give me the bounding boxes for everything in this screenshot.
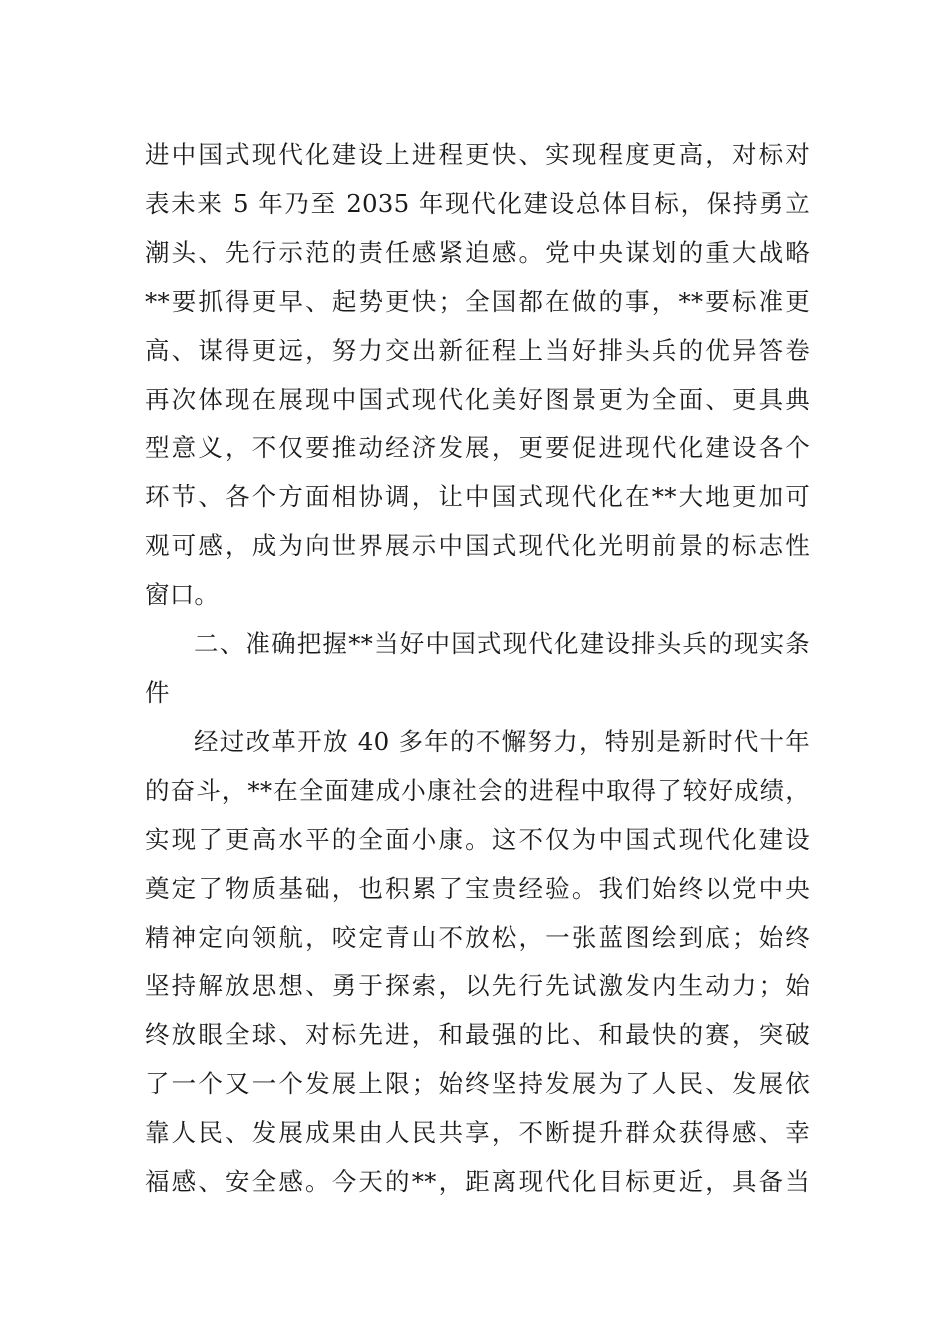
text-line: 型意义，不仅要推动经济发展，更要促进现代化建设各个 bbox=[145, 433, 810, 463]
heading-line: 件 bbox=[145, 677, 170, 707]
text-line: 表未来 5 年乃至 2035 年现代化建设总体目标，保持勇立 bbox=[145, 188, 810, 218]
text-line: 进中国式现代化建设上进程更快、实现程度更高，对标对 bbox=[145, 140, 810, 169]
text-line: 环节、各个方面相协调，让中国式现代化在**大地更加可 bbox=[145, 482, 810, 512]
text-line: 坚持解放思想、勇于探索，以先行先试激发内生动力；始 bbox=[145, 971, 810, 1001]
text-line: 的奋斗，**在全面建成小康社会的进程中取得了较好成绩， bbox=[145, 775, 810, 805]
text-line: 再次体现在展现中国式现代化美好图景更为全面、更具典 bbox=[145, 384, 810, 414]
text-line: 精神定向领航，咬定青山不放松，一张蓝图绘到底；始终 bbox=[145, 922, 810, 952]
text-line: 福感、安全感。今天的**，距离现代化目标更近，具备当 bbox=[145, 1167, 810, 1197]
text-line: 潮头、先行示范的责任感紧迫感。党中央谋划的重大战略 bbox=[145, 237, 810, 267]
section-heading-2 bbox=[145, 620, 810, 718]
text-line: 观可感，成为向世界展示中国式现代化光明前景的标志性 bbox=[145, 531, 810, 561]
text-line: 经过改革开放 40 多年的不懈努力，特别是新时代十年 bbox=[194, 726, 810, 756]
text-line: **要抓得更早、起势更快；全国都在做的事，**要标准更 bbox=[145, 286, 810, 316]
text-line: 窗口。 bbox=[145, 580, 220, 610]
text-line: 奠定了物质基础，也积累了宝贵经验。我们始终以党中央 bbox=[145, 873, 810, 903]
text-line: 高、谋得更远，努力交出新征程上当好排头兵的优异答卷 bbox=[145, 335, 810, 365]
paragraph-modernization-goals bbox=[145, 131, 810, 620]
text-line: 终放眼全球、对标先进，和最强的比、和最快的赛，突破 bbox=[145, 1020, 810, 1050]
document-body bbox=[145, 131, 810, 1207]
text-line: 实现了更高水平的全面小康。这不仅为中国式现代化建设 bbox=[145, 824, 810, 854]
text-line: 靠人民、发展成果由人民共享，不断提升群众获得感、幸 bbox=[145, 1118, 810, 1148]
text-line: 了一个又一个发展上限；始终坚持发展为了人民、发展依 bbox=[145, 1069, 810, 1099]
heading-line: 二、准确把握**当好中国式现代化建设排头兵的现实条 bbox=[194, 629, 810, 659]
paragraph-reform-achievements bbox=[145, 718, 810, 1207]
